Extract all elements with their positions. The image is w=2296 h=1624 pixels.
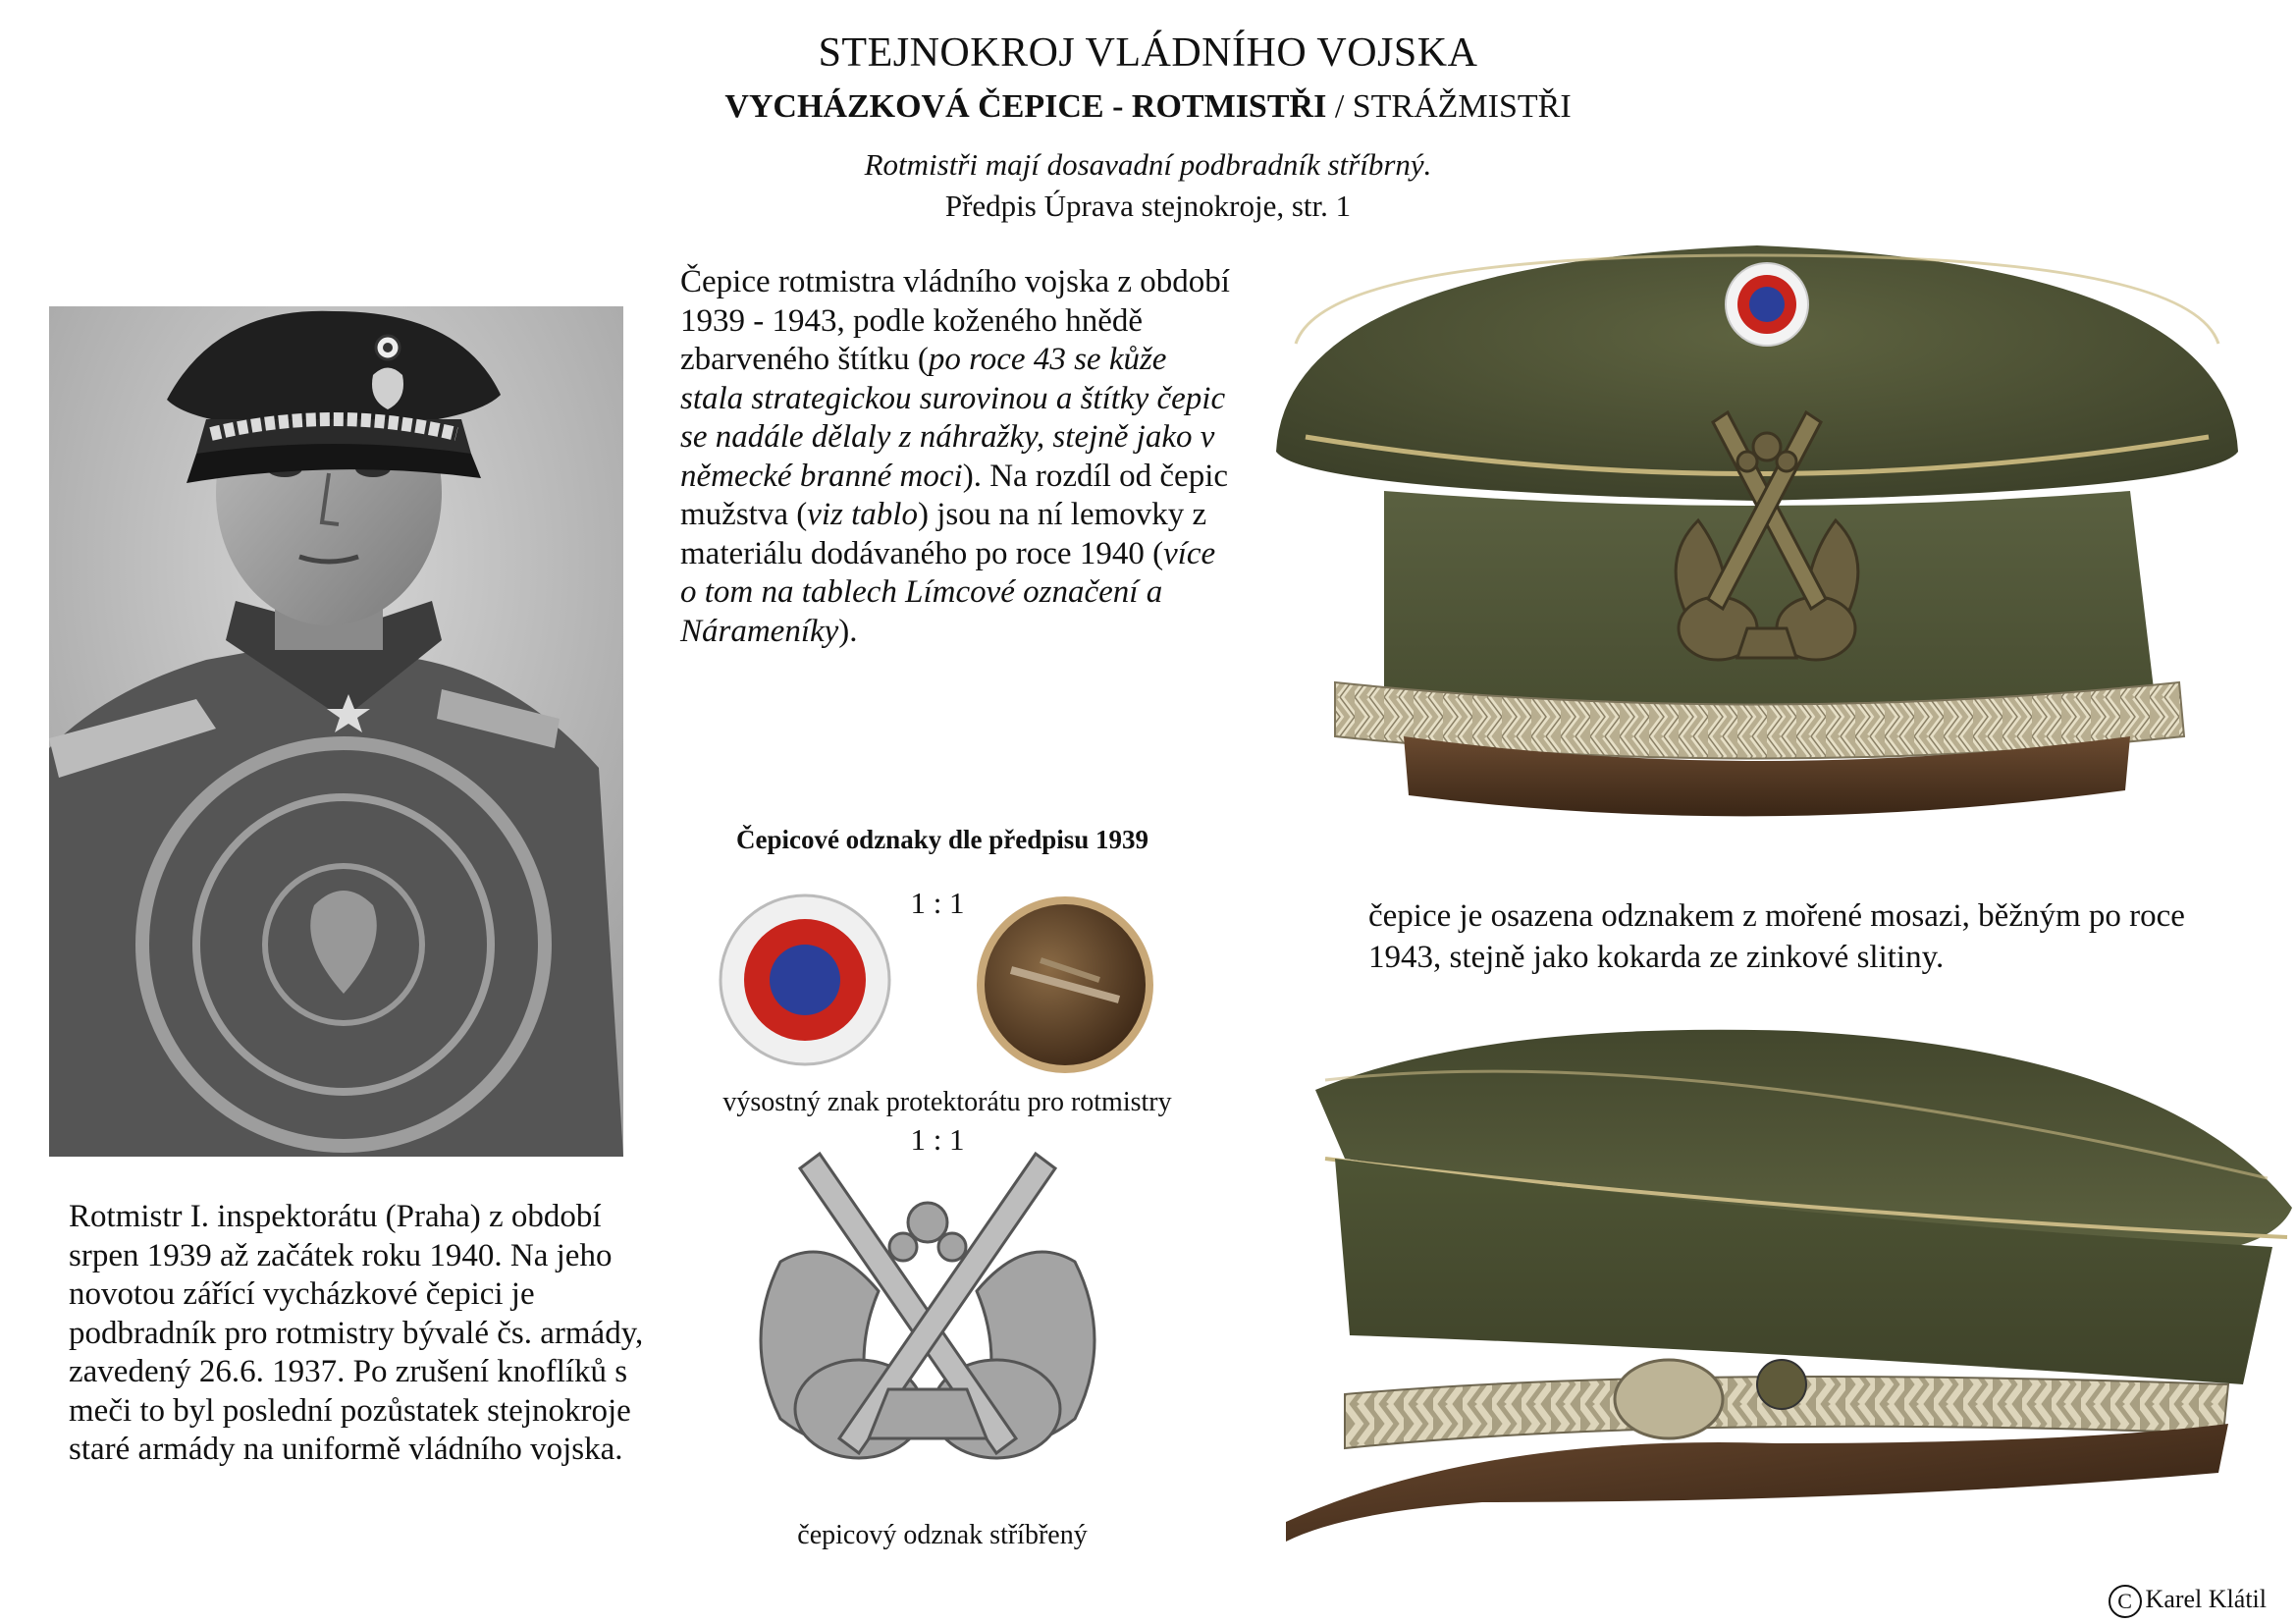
roundel-back-photo xyxy=(972,892,1158,1078)
scale-label-1: 1 : 1 xyxy=(910,886,965,920)
intro-paragraph xyxy=(680,263,1230,651)
badges-heading: Čepicové odznaky dle předpisu 1939 xyxy=(735,825,1149,854)
roundel-caption: výsostný znak protektorátu pro rotmistry xyxy=(722,1087,1172,1117)
intro-text-3: ). Na rozdíl od čepic mužstva ( xyxy=(680,458,1229,532)
silver-cap-badge-photo xyxy=(721,1144,1134,1517)
regulation-source: Předpis Úprava stejnokroje, str. 1 xyxy=(944,189,1352,223)
intro-text-4: viz tablo xyxy=(807,497,918,532)
intro-text-7: ). xyxy=(838,613,858,649)
cap-side-photo xyxy=(1286,1011,2296,1561)
portrait-caption: Rotmistr I. inspektorátu (Praha) z období srpen 1939 až začátek roku 1940. Na jeho novotou zářící vycházkové čepici je podbradník pro rotmistry bývalé čs. armády, zavedený 26.6. 1937. Po zrušení knoflíků s meči to byl poslední pozůstatek stejnokroje staré armády na uniformě vládního vojska. xyxy=(69,1199,644,1467)
intro-text-1: Čepice rotmistra vládního vojska z období 1939 - 1943, podle koženého hnědě zbarveného štítku ( xyxy=(680,264,1230,377)
copyright-symbol: C xyxy=(2109,1585,2142,1618)
roundel-photo xyxy=(717,892,893,1068)
cap-front-photo xyxy=(1266,226,2248,835)
intro-text-6: více o tom na tablech Límcové označení a Nárameníky xyxy=(680,535,1216,649)
page-subtitle xyxy=(0,88,2296,126)
intro-text-5: ) jsou na ní lemovky z materiálu dodávaného po roce 1940 ( xyxy=(680,497,1207,571)
subtitle-rest: / STRÁŽMISTŘI xyxy=(1326,88,1572,125)
regulation-quote: Rotmistři mají dosavadní podbradník stříbrný. xyxy=(864,147,1432,182)
copyright xyxy=(2109,1585,2267,1618)
badge-note: čepice je osazena odznakem z mořené mosazi, běžným po roce 1943, stejně jako kokarda ze zinkové slitiny. xyxy=(1368,898,2185,975)
page-title: STEJNOKROJ VLÁDNÍHO VOJSKA xyxy=(818,30,1478,76)
scale-label-2: 1 : 1 xyxy=(910,1122,965,1157)
copyright-author: Karel Klátil xyxy=(2145,1585,2267,1613)
portrait-photo xyxy=(49,306,623,1157)
subtitle-bold: VYCHÁZKOVÁ ČEPICE - ROTMISTŘI xyxy=(724,88,1327,125)
intro-text-2: po roce 43 se kůže stala strategickou surovinou a štítky čepic se nadále dělaly z náhražky, stejně jako v německé branné moci xyxy=(680,342,1226,494)
silver-badge-caption: čepicový odznak stříbřený xyxy=(797,1520,1088,1550)
